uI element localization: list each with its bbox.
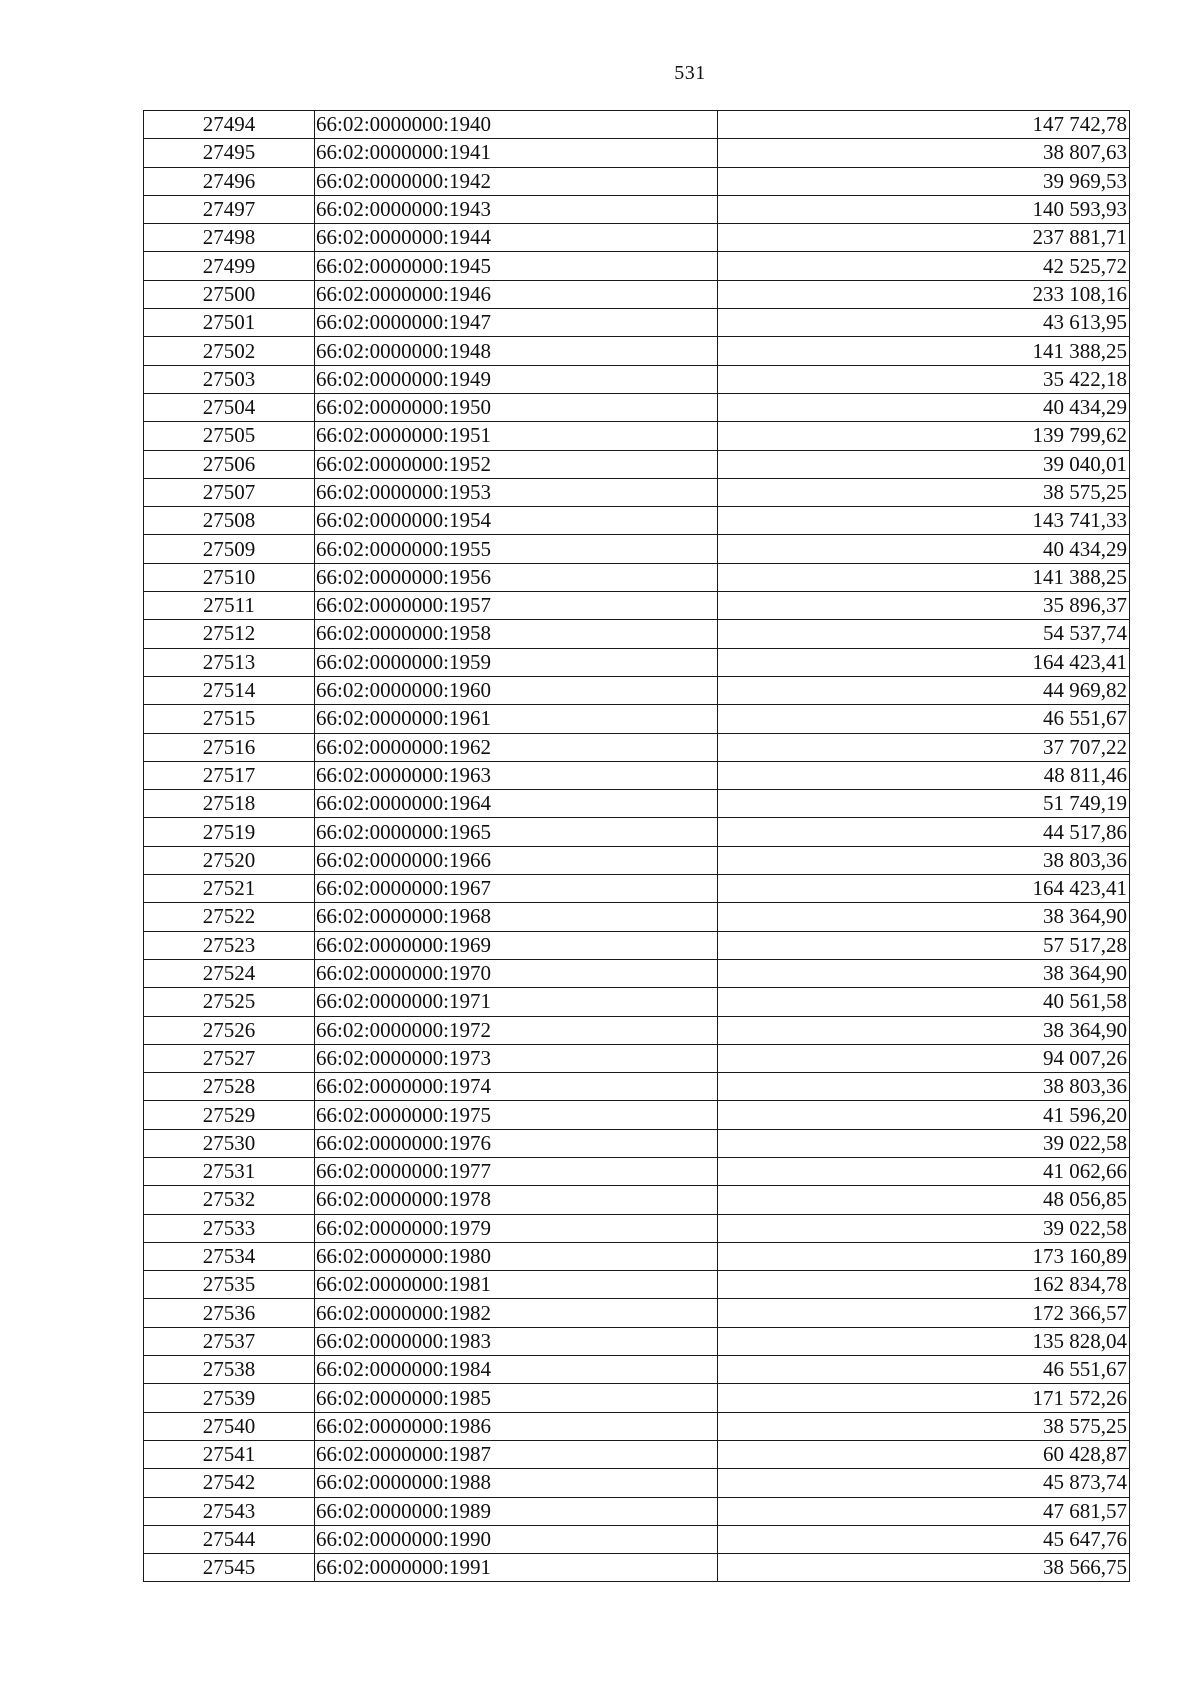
row-number-cell: 27527 — [144, 1044, 315, 1072]
row-number-cell: 27540 — [144, 1412, 315, 1440]
row-number-cell: 27511 — [144, 592, 315, 620]
cadastral-number-cell: 66:02:0000000:1964 — [315, 790, 718, 818]
table-row — [144, 252, 1130, 280]
value-cell: 42 525,72 — [718, 252, 1130, 280]
row-number-cell: 27499 — [144, 252, 315, 280]
cadastral-number-cell: 66:02:0000000:1945 — [315, 252, 718, 280]
cadastral-number-cell: 66:02:0000000:1985 — [315, 1384, 718, 1412]
table-row — [144, 535, 1130, 563]
table-row — [144, 337, 1130, 365]
cadastral-number-cell: 66:02:0000000:1958 — [315, 620, 718, 648]
value-cell: 39 969,53 — [718, 167, 1130, 195]
value-cell: 141 388,25 — [718, 337, 1130, 365]
table-row — [144, 1412, 1130, 1440]
value-cell: 41 062,66 — [718, 1157, 1130, 1185]
table-row — [144, 309, 1130, 337]
row-number-cell: 27538 — [144, 1356, 315, 1384]
cadastral-number-cell: 66:02:0000000:1940 — [315, 111, 718, 139]
value-cell: 39 022,58 — [718, 1214, 1130, 1242]
cadastral-number-cell: 66:02:0000000:1981 — [315, 1271, 718, 1299]
row-number-cell: 27513 — [144, 648, 315, 676]
cadastral-number-cell: 66:02:0000000:1978 — [315, 1186, 718, 1214]
row-number-cell: 27500 — [144, 280, 315, 308]
cadastral-number-cell: 66:02:0000000:1977 — [315, 1157, 718, 1185]
value-cell: 37 707,22 — [718, 733, 1130, 761]
value-cell: 40 561,58 — [718, 988, 1130, 1016]
value-cell: 60 428,87 — [718, 1440, 1130, 1468]
table-row — [144, 1101, 1130, 1129]
cadastral-number-cell: 66:02:0000000:1976 — [315, 1129, 718, 1157]
row-number-cell: 27530 — [144, 1129, 315, 1157]
table-row — [144, 903, 1130, 931]
table-row — [144, 1554, 1130, 1582]
table-row — [144, 195, 1130, 223]
row-number-cell: 27531 — [144, 1157, 315, 1185]
row-number-cell: 27517 — [144, 761, 315, 789]
cadastral-number-cell: 66:02:0000000:1991 — [315, 1554, 718, 1582]
row-number-cell: 27537 — [144, 1327, 315, 1355]
cadastral-number-cell: 66:02:0000000:1986 — [315, 1412, 718, 1440]
table-row — [144, 1384, 1130, 1412]
row-number-cell: 27529 — [144, 1101, 315, 1129]
value-cell: 47 681,57 — [718, 1497, 1130, 1525]
row-number-cell: 27498 — [144, 224, 315, 252]
table-row — [144, 1271, 1130, 1299]
cadastral-number-cell: 66:02:0000000:1948 — [315, 337, 718, 365]
row-number-cell: 27521 — [144, 875, 315, 903]
table-row — [144, 1440, 1130, 1468]
table-row — [144, 875, 1130, 903]
cadastral-number-cell: 66:02:0000000:1947 — [315, 309, 718, 337]
cadastral-number-cell: 66:02:0000000:1954 — [315, 507, 718, 535]
value-cell: 38 803,36 — [718, 1073, 1130, 1101]
value-cell: 141 388,25 — [718, 563, 1130, 591]
value-cell: 140 593,93 — [718, 195, 1130, 223]
cadastral-number-cell: 66:02:0000000:1973 — [315, 1044, 718, 1072]
cadastral-number-cell: 66:02:0000000:1987 — [315, 1440, 718, 1468]
cadastral-number-cell: 66:02:0000000:1968 — [315, 903, 718, 931]
cadastral-number-cell: 66:02:0000000:1975 — [315, 1101, 718, 1129]
value-cell: 173 160,89 — [718, 1242, 1130, 1270]
row-number-cell: 27501 — [144, 309, 315, 337]
table-row — [144, 224, 1130, 252]
row-number-cell: 27505 — [144, 422, 315, 450]
value-cell: 38 364,90 — [718, 959, 1130, 987]
table-row — [144, 1525, 1130, 1553]
value-cell: 44 517,86 — [718, 818, 1130, 846]
table-row — [144, 1327, 1130, 1355]
value-cell: 48 056,85 — [718, 1186, 1130, 1214]
value-cell: 39 040,01 — [718, 450, 1130, 478]
table-row — [144, 818, 1130, 846]
cadastral-number-cell: 66:02:0000000:1974 — [315, 1073, 718, 1101]
cadastral-number-cell: 66:02:0000000:1980 — [315, 1242, 718, 1270]
table-row — [144, 450, 1130, 478]
row-number-cell: 27509 — [144, 535, 315, 563]
cadastral-table — [143, 110, 1130, 1582]
value-cell: 46 551,67 — [718, 705, 1130, 733]
cadastral-number-cell: 66:02:0000000:1942 — [315, 167, 718, 195]
table-row — [144, 790, 1130, 818]
row-number-cell: 27494 — [144, 111, 315, 139]
table-row — [144, 167, 1130, 195]
value-cell: 147 742,78 — [718, 111, 1130, 139]
value-cell: 45 647,76 — [718, 1525, 1130, 1553]
value-cell: 237 881,71 — [718, 224, 1130, 252]
value-cell: 40 434,29 — [718, 393, 1130, 421]
cadastral-number-cell: 66:02:0000000:1967 — [315, 875, 718, 903]
row-number-cell: 27528 — [144, 1073, 315, 1101]
value-cell: 48 811,46 — [718, 761, 1130, 789]
value-cell: 35 896,37 — [718, 592, 1130, 620]
table-row — [144, 620, 1130, 648]
row-number-cell: 27535 — [144, 1271, 315, 1299]
value-cell: 46 551,67 — [718, 1356, 1130, 1384]
table-row — [144, 1497, 1130, 1525]
cadastral-number-cell: 66:02:0000000:1941 — [315, 139, 718, 167]
table-row — [144, 1356, 1130, 1384]
row-number-cell: 27523 — [144, 931, 315, 959]
row-number-cell: 27543 — [144, 1497, 315, 1525]
cadastral-number-cell: 66:02:0000000:1955 — [315, 535, 718, 563]
row-number-cell: 27533 — [144, 1214, 315, 1242]
row-number-cell: 27518 — [144, 790, 315, 818]
table-row — [144, 676, 1130, 704]
row-number-cell: 27506 — [144, 450, 315, 478]
row-number-cell: 27516 — [144, 733, 315, 761]
value-cell: 43 613,95 — [718, 309, 1130, 337]
row-number-cell: 27519 — [144, 818, 315, 846]
cadastral-number-cell: 66:02:0000000:1962 — [315, 733, 718, 761]
row-number-cell: 27525 — [144, 988, 315, 1016]
row-number-cell: 27495 — [144, 139, 315, 167]
table-row — [144, 931, 1130, 959]
value-cell: 233 108,16 — [718, 280, 1130, 308]
table-row — [144, 111, 1130, 139]
value-cell: 164 423,41 — [718, 875, 1130, 903]
table-row — [144, 422, 1130, 450]
cadastral-number-cell: 66:02:0000000:1982 — [315, 1299, 718, 1327]
value-cell: 172 366,57 — [718, 1299, 1130, 1327]
table-body — [144, 111, 1130, 1582]
cadastral-number-cell: 66:02:0000000:1988 — [315, 1469, 718, 1497]
cadastral-number-cell: 66:02:0000000:1972 — [315, 1016, 718, 1044]
cadastral-number-cell: 66:02:0000000:1952 — [315, 450, 718, 478]
row-number-cell: 27515 — [144, 705, 315, 733]
row-number-cell: 27496 — [144, 167, 315, 195]
cadastral-number-cell: 66:02:0000000:1989 — [315, 1497, 718, 1525]
cadastral-number-cell: 66:02:0000000:1951 — [315, 422, 718, 450]
row-number-cell: 27522 — [144, 903, 315, 931]
value-cell: 54 537,74 — [718, 620, 1130, 648]
cadastral-number-cell: 66:02:0000000:1959 — [315, 648, 718, 676]
table-row — [144, 705, 1130, 733]
cadastral-number-cell: 66:02:0000000:1943 — [315, 195, 718, 223]
value-cell: 162 834,78 — [718, 1271, 1130, 1299]
cadastral-number-cell: 66:02:0000000:1960 — [315, 676, 718, 704]
row-number-cell: 27497 — [144, 195, 315, 223]
table-row — [144, 139, 1130, 167]
row-number-cell: 27520 — [144, 846, 315, 874]
cadastral-number-cell: 66:02:0000000:1990 — [315, 1525, 718, 1553]
value-cell: 45 873,74 — [718, 1469, 1130, 1497]
value-cell: 38 575,25 — [718, 478, 1130, 506]
row-number-cell: 27532 — [144, 1186, 315, 1214]
cadastral-number-cell: 66:02:0000000:1969 — [315, 931, 718, 959]
cadastral-number-cell: 66:02:0000000:1950 — [315, 393, 718, 421]
value-cell: 38 803,36 — [718, 846, 1130, 874]
row-number-cell: 27510 — [144, 563, 315, 591]
row-number-cell: 27541 — [144, 1440, 315, 1468]
value-cell: 41 596,20 — [718, 1101, 1130, 1129]
cadastral-number-cell: 66:02:0000000:1979 — [315, 1214, 718, 1242]
table-row — [144, 1242, 1130, 1270]
value-cell: 38 566,75 — [718, 1554, 1130, 1582]
table-row — [144, 1469, 1130, 1497]
value-cell: 143 741,33 — [718, 507, 1130, 535]
table-row — [144, 1157, 1130, 1185]
table-row — [144, 846, 1130, 874]
row-number-cell: 27502 — [144, 337, 315, 365]
table-row — [144, 280, 1130, 308]
row-number-cell: 27544 — [144, 1525, 315, 1553]
row-number-cell: 27504 — [144, 393, 315, 421]
value-cell: 35 422,18 — [718, 365, 1130, 393]
value-cell: 57 517,28 — [718, 931, 1130, 959]
table-row — [144, 478, 1130, 506]
cadastral-number-cell: 66:02:0000000:1963 — [315, 761, 718, 789]
cadastral-number-cell: 66:02:0000000:1970 — [315, 959, 718, 987]
cadastral-number-cell: 66:02:0000000:1946 — [315, 280, 718, 308]
table-row — [144, 1129, 1130, 1157]
cadastral-number-cell: 66:02:0000000:1965 — [315, 818, 718, 846]
cadastral-number-cell: 66:02:0000000:1961 — [315, 705, 718, 733]
value-cell: 171 572,26 — [718, 1384, 1130, 1412]
table-row — [144, 393, 1130, 421]
value-cell: 38 807,63 — [718, 139, 1130, 167]
row-number-cell: 27514 — [144, 676, 315, 704]
cadastral-number-cell: 66:02:0000000:1944 — [315, 224, 718, 252]
value-cell: 51 749,19 — [718, 790, 1130, 818]
table-row — [144, 563, 1130, 591]
value-cell: 44 969,82 — [718, 676, 1130, 704]
table-row — [144, 1016, 1130, 1044]
row-number-cell: 27536 — [144, 1299, 315, 1327]
cadastral-number-cell: 66:02:0000000:1971 — [315, 988, 718, 1016]
value-cell: 39 022,58 — [718, 1129, 1130, 1157]
cadastral-number-cell: 66:02:0000000:1956 — [315, 563, 718, 591]
row-number-cell: 27512 — [144, 620, 315, 648]
cadastral-number-cell: 66:02:0000000:1949 — [315, 365, 718, 393]
table-row — [144, 648, 1130, 676]
row-number-cell: 27545 — [144, 1554, 315, 1582]
row-number-cell: 27507 — [144, 478, 315, 506]
value-cell: 139 799,62 — [718, 422, 1130, 450]
value-cell: 38 364,90 — [718, 1016, 1130, 1044]
row-number-cell: 27534 — [144, 1242, 315, 1270]
table-row — [144, 733, 1130, 761]
value-cell: 164 423,41 — [718, 648, 1130, 676]
value-cell: 94 007,26 — [718, 1044, 1130, 1072]
table-row — [144, 1299, 1130, 1327]
row-number-cell: 27524 — [144, 959, 315, 987]
page-number: 531 — [674, 62, 706, 84]
value-cell: 135 828,04 — [718, 1327, 1130, 1355]
table-row — [144, 365, 1130, 393]
cadastral-number-cell: 66:02:0000000:1983 — [315, 1327, 718, 1355]
table-row — [144, 1186, 1130, 1214]
table-row — [144, 959, 1130, 987]
cadastral-number-cell: 66:02:0000000:1966 — [315, 846, 718, 874]
table-row — [144, 1073, 1130, 1101]
value-cell: 38 364,90 — [718, 903, 1130, 931]
table-row — [144, 1044, 1130, 1072]
row-number-cell: 27503 — [144, 365, 315, 393]
row-number-cell: 27508 — [144, 507, 315, 535]
cadastral-number-cell: 66:02:0000000:1953 — [315, 478, 718, 506]
table-row — [144, 988, 1130, 1016]
table-row — [144, 761, 1130, 789]
cadastral-number-cell: 66:02:0000000:1957 — [315, 592, 718, 620]
row-number-cell: 27542 — [144, 1469, 315, 1497]
table-row — [144, 592, 1130, 620]
row-number-cell: 27526 — [144, 1016, 315, 1044]
row-number-cell: 27539 — [144, 1384, 315, 1412]
value-cell: 40 434,29 — [718, 535, 1130, 563]
cadastral-number-cell: 66:02:0000000:1984 — [315, 1356, 718, 1384]
value-cell: 38 575,25 — [718, 1412, 1130, 1440]
table-row — [144, 1214, 1130, 1242]
table-row — [144, 507, 1130, 535]
